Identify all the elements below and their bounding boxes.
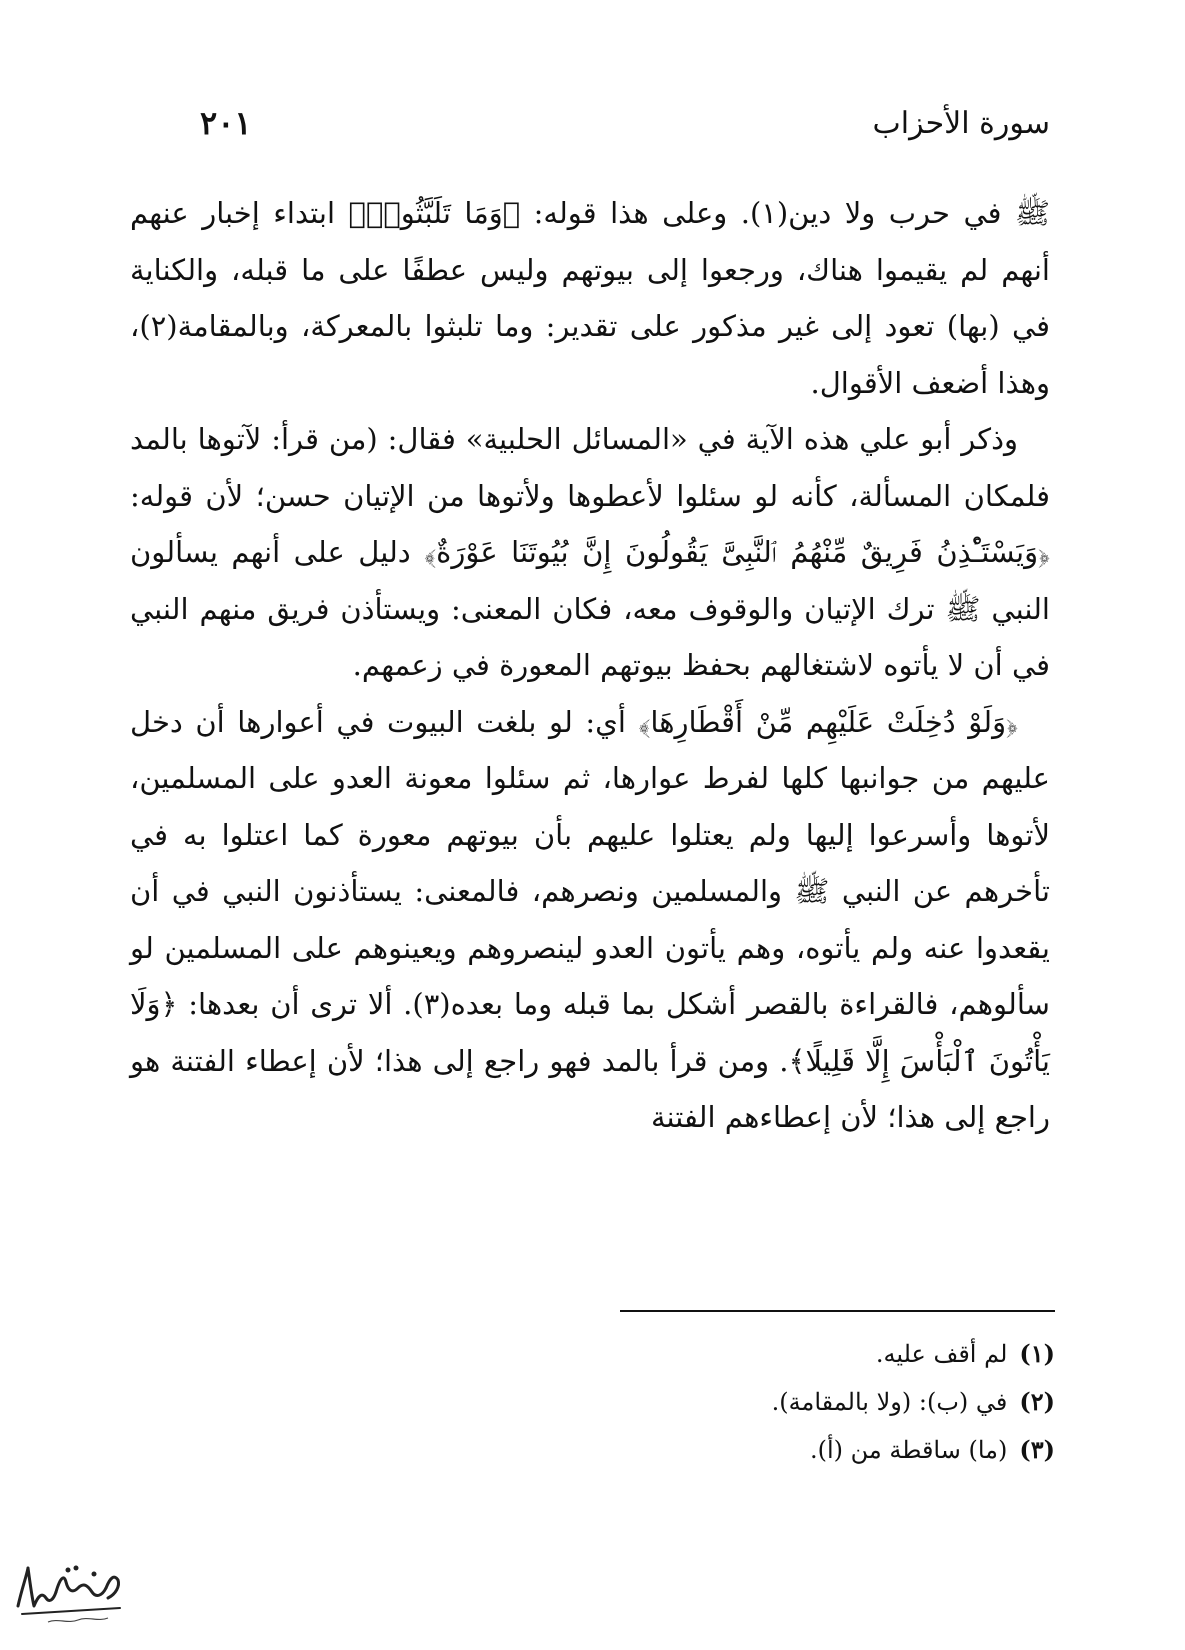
footnote-number: (٣) bbox=[1019, 1435, 1055, 1464]
paragraph-2: وذكر أبو علي هذه الآية في «المسائل الحلبية» فقال: (من قرأ: لآتوها بالمد فلمكان المسألة، كأنه لو سئلوا لأعطوها ولأتوها من الإتيان حسن؛ لأن قوله: ﴿وَيَسْتَـْٔذِنُ فَرِيقٌ مِّنْهُمُ ٱلنَّبِىَّ يَقُولُونَ إِنَّ بُيُوتَنَا عَوْرَةٌ﴾ دليل على أنهم يسألون النبي ﷺ ترك الإتيان والوقوف معه، فكان المعنى: ويستأذن فريق منهم النبي في أن لا يأتوه لاشتغالهم بحفظ بيوتهم المعورة في زعمهم. bbox=[130, 422, 1050, 682]
footnote-text: (ما) ساقطة من (أ). bbox=[810, 1436, 1008, 1464]
footnote-number: (٢) bbox=[1019, 1387, 1055, 1416]
main-text bbox=[130, 185, 1050, 1146]
page-header bbox=[130, 100, 1050, 150]
footnote-1 bbox=[455, 1330, 1055, 1378]
footnote-text: لم أقف عليه. bbox=[875, 1340, 1008, 1368]
paragraph-3: ﴿وَلَوْ دُخِلَتْ عَلَيْهِم مِّنْ أَقْطَارِهَا﴾ أي: لو بلغت البيوت في أعوارها أن دخل عليهم من جوانبها كلها لفرط عوارها، ثم سئلوا معونة العدو على المسلمين، لأتوها وأسرعوا إليها ولم يعتلوا عليهم بأن بيوتهم معورة كما اعتلوا به في تأخرهم عن النبي ﷺ والمسلمين ونصرهم، فالمعنى: يستأذنون النبي في أن يقعدوا عنه ولم يأتوه، وهم يأتون العدو لينصروهم ويعينوهم على المسلمين لو سألوهم، فالقراءة بالقصر أشكل بما قبله وما بعده(٣). ألا ترى أن بعدها: ﴿وَلَا يَأْتُونَ ٱلْبَأْسَ إِلَّا قَلِيلًا﴾. ومن قرأ بالمد فهو راجع إلى هذا؛ لأن إعطاء الفتنة هو راجع إلى هذا؛ لأن إعطاءهم الفتنة bbox=[130, 704, 1050, 1134]
footnote-number: (١) bbox=[1019, 1339, 1055, 1368]
footnote-3 bbox=[455, 1426, 1055, 1474]
page-number: ٢٠١ bbox=[200, 104, 252, 142]
footnote-text: في (ب): (ولا بالمقامة). bbox=[771, 1388, 1008, 1416]
paragraph-1: ﷺ في حرب ولا دين(١). وعلى هذا قوله: ﴿وَمَا تَلَبَّثُوا۟﴾ ابتداء إخبار عنهم أنهم لم يقيموا هناك، ورجعوا إلى بيوتهم وليس عطفًا على ما قبله، والكناية في (بها) تعود إلى غير مذكور على تقدير: وما تلبثوا بالمعركة، وبالمقامة(٢)، وهذا أضعف الأقوال. bbox=[130, 196, 1050, 400]
surah-name: سورة الأحزاب bbox=[872, 106, 1050, 141]
almustafa-library-logo-icon bbox=[8, 1548, 128, 1628]
footnote-2 bbox=[455, 1378, 1055, 1426]
footnotes bbox=[455, 1330, 1055, 1474]
footnote-divider bbox=[620, 1310, 1055, 1312]
